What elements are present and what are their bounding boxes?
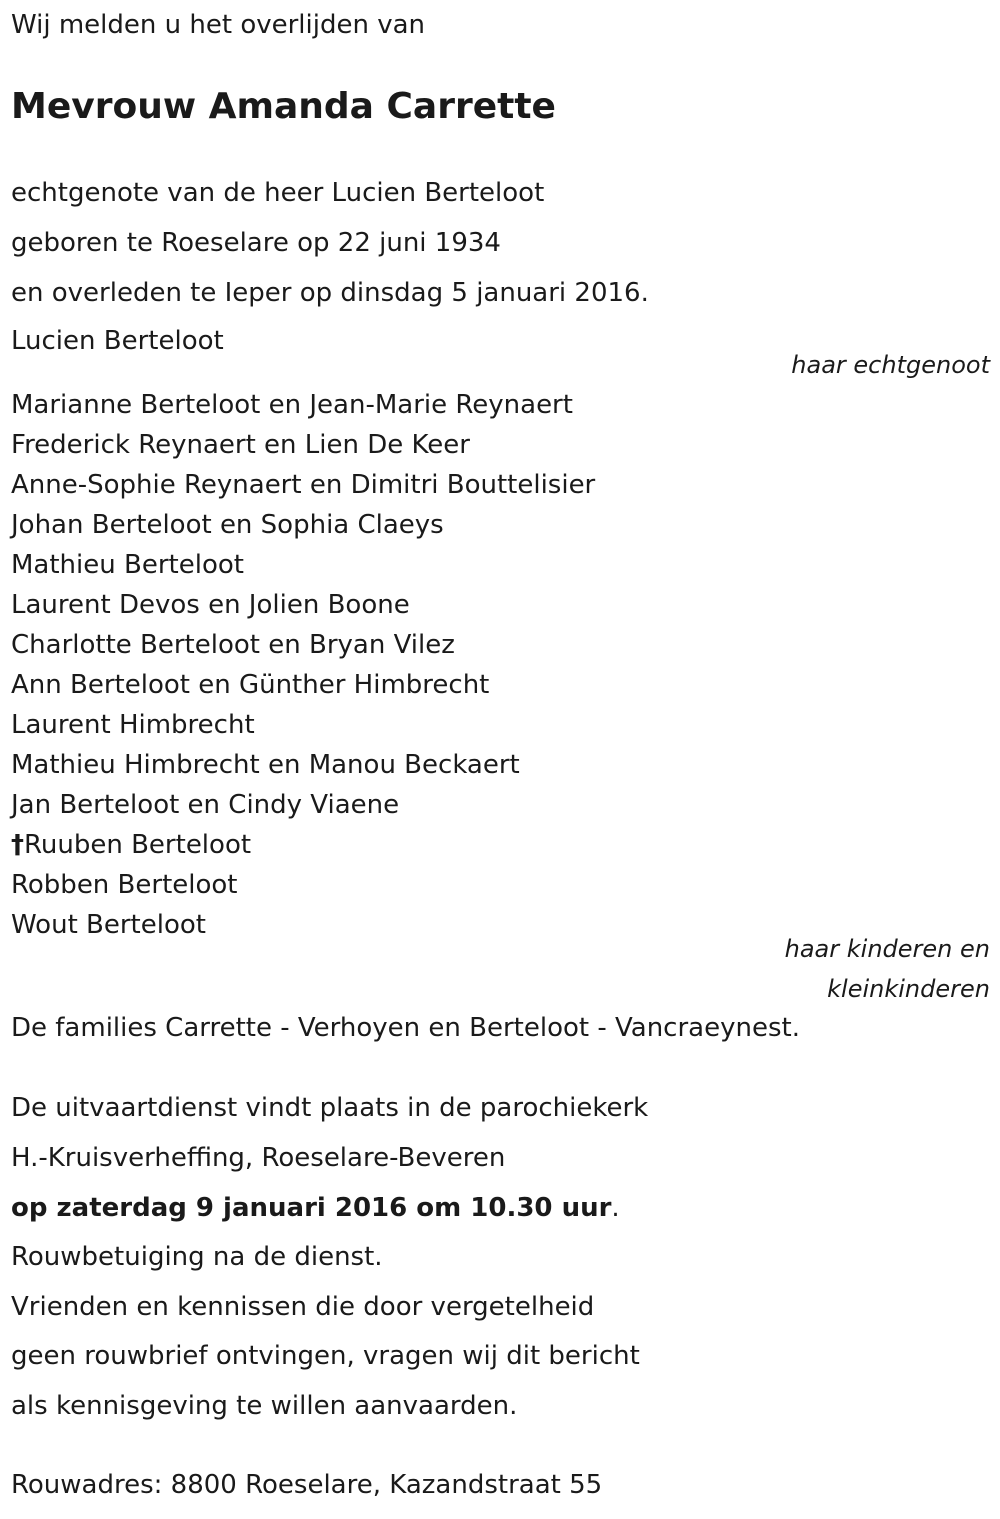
detail-spouse: echtgenote van de heer Lucien Berteloot (11, 178, 545, 208)
deceased-name: Mevrouw Amanda Carrette (11, 86, 556, 127)
service-line-1: De uitvaartdienst vindt plaats in de parochiekerk (11, 1093, 649, 1123)
service-date-end: . (611, 1193, 620, 1223)
notice-intro: Wij melden u het overlijden van (11, 10, 426, 40)
family-member-deceased (11, 830, 251, 860)
spouse-name: Lucien Berteloot (11, 326, 224, 356)
family-member: Mathieu Berteloot (11, 550, 244, 580)
detail-death: en overleden te Ieper op dinsdag 5 januari 2016. (11, 278, 649, 308)
service-line-7: als kennisgeving te willen aanvaarden. (11, 1391, 518, 1421)
spouse-role: haar echtgenoot (791, 351, 990, 379)
detail-birth: geboren te Roeselare op 22 juni 1934 (11, 228, 501, 258)
families-line: De families Carrette - Verhoyen en Berteloot - Vancraeynest. (11, 1013, 800, 1043)
family-member: Jan Berteloot en Cindy Viaene (11, 790, 400, 820)
mourning-address: Rouwadres: 8800 Roeselare, Kazandstraat 55 (11, 1470, 603, 1500)
family-role-line2: kleinkinderen (827, 975, 990, 1003)
family-member: Johan Berteloot en Sophia Claeys (11, 510, 444, 540)
family-member: Anne-Sophie Reynaert en Dimitri Bouttelisier (11, 470, 596, 500)
service-line-4: Rouwbetuiging na de dienst. (11, 1242, 383, 1272)
family-member: Wout Berteloot (11, 910, 206, 940)
family-member: Ann Berteloot en Günther Himbrecht (11, 670, 490, 700)
family-member: Robben Berteloot (11, 870, 238, 900)
service-date-bold: op zaterdag 9 januari 2016 om 10.30 uur (11, 1193, 612, 1223)
service-date (11, 1193, 620, 1223)
family-member: Charlotte Berteloot en Bryan Vilez (11, 630, 455, 660)
family-member: Frederick Reynaert en Lien De Keer (11, 430, 470, 460)
family-role-line1: haar kinderen en (784, 935, 990, 963)
family-member-name: Ruuben Berteloot (24, 830, 252, 860)
service-line-5: Vrienden en kennissen die door vergetelheid (11, 1292, 595, 1322)
family-member: Laurent Devos en Jolien Boone (11, 590, 410, 620)
family-member: Mathieu Himbrecht en Manou Beckaert (11, 750, 520, 780)
family-member: Laurent Himbrecht (11, 710, 255, 740)
family-member: Marianne Berteloot en Jean-Marie Reynaert (11, 390, 573, 420)
cross-icon: † (11, 830, 24, 860)
service-line-2: H.-Kruisverheffing, Roeselare-Beveren (11, 1143, 506, 1173)
service-line-6: geen rouwbrief ontvingen, vragen wij dit bericht (11, 1341, 640, 1371)
